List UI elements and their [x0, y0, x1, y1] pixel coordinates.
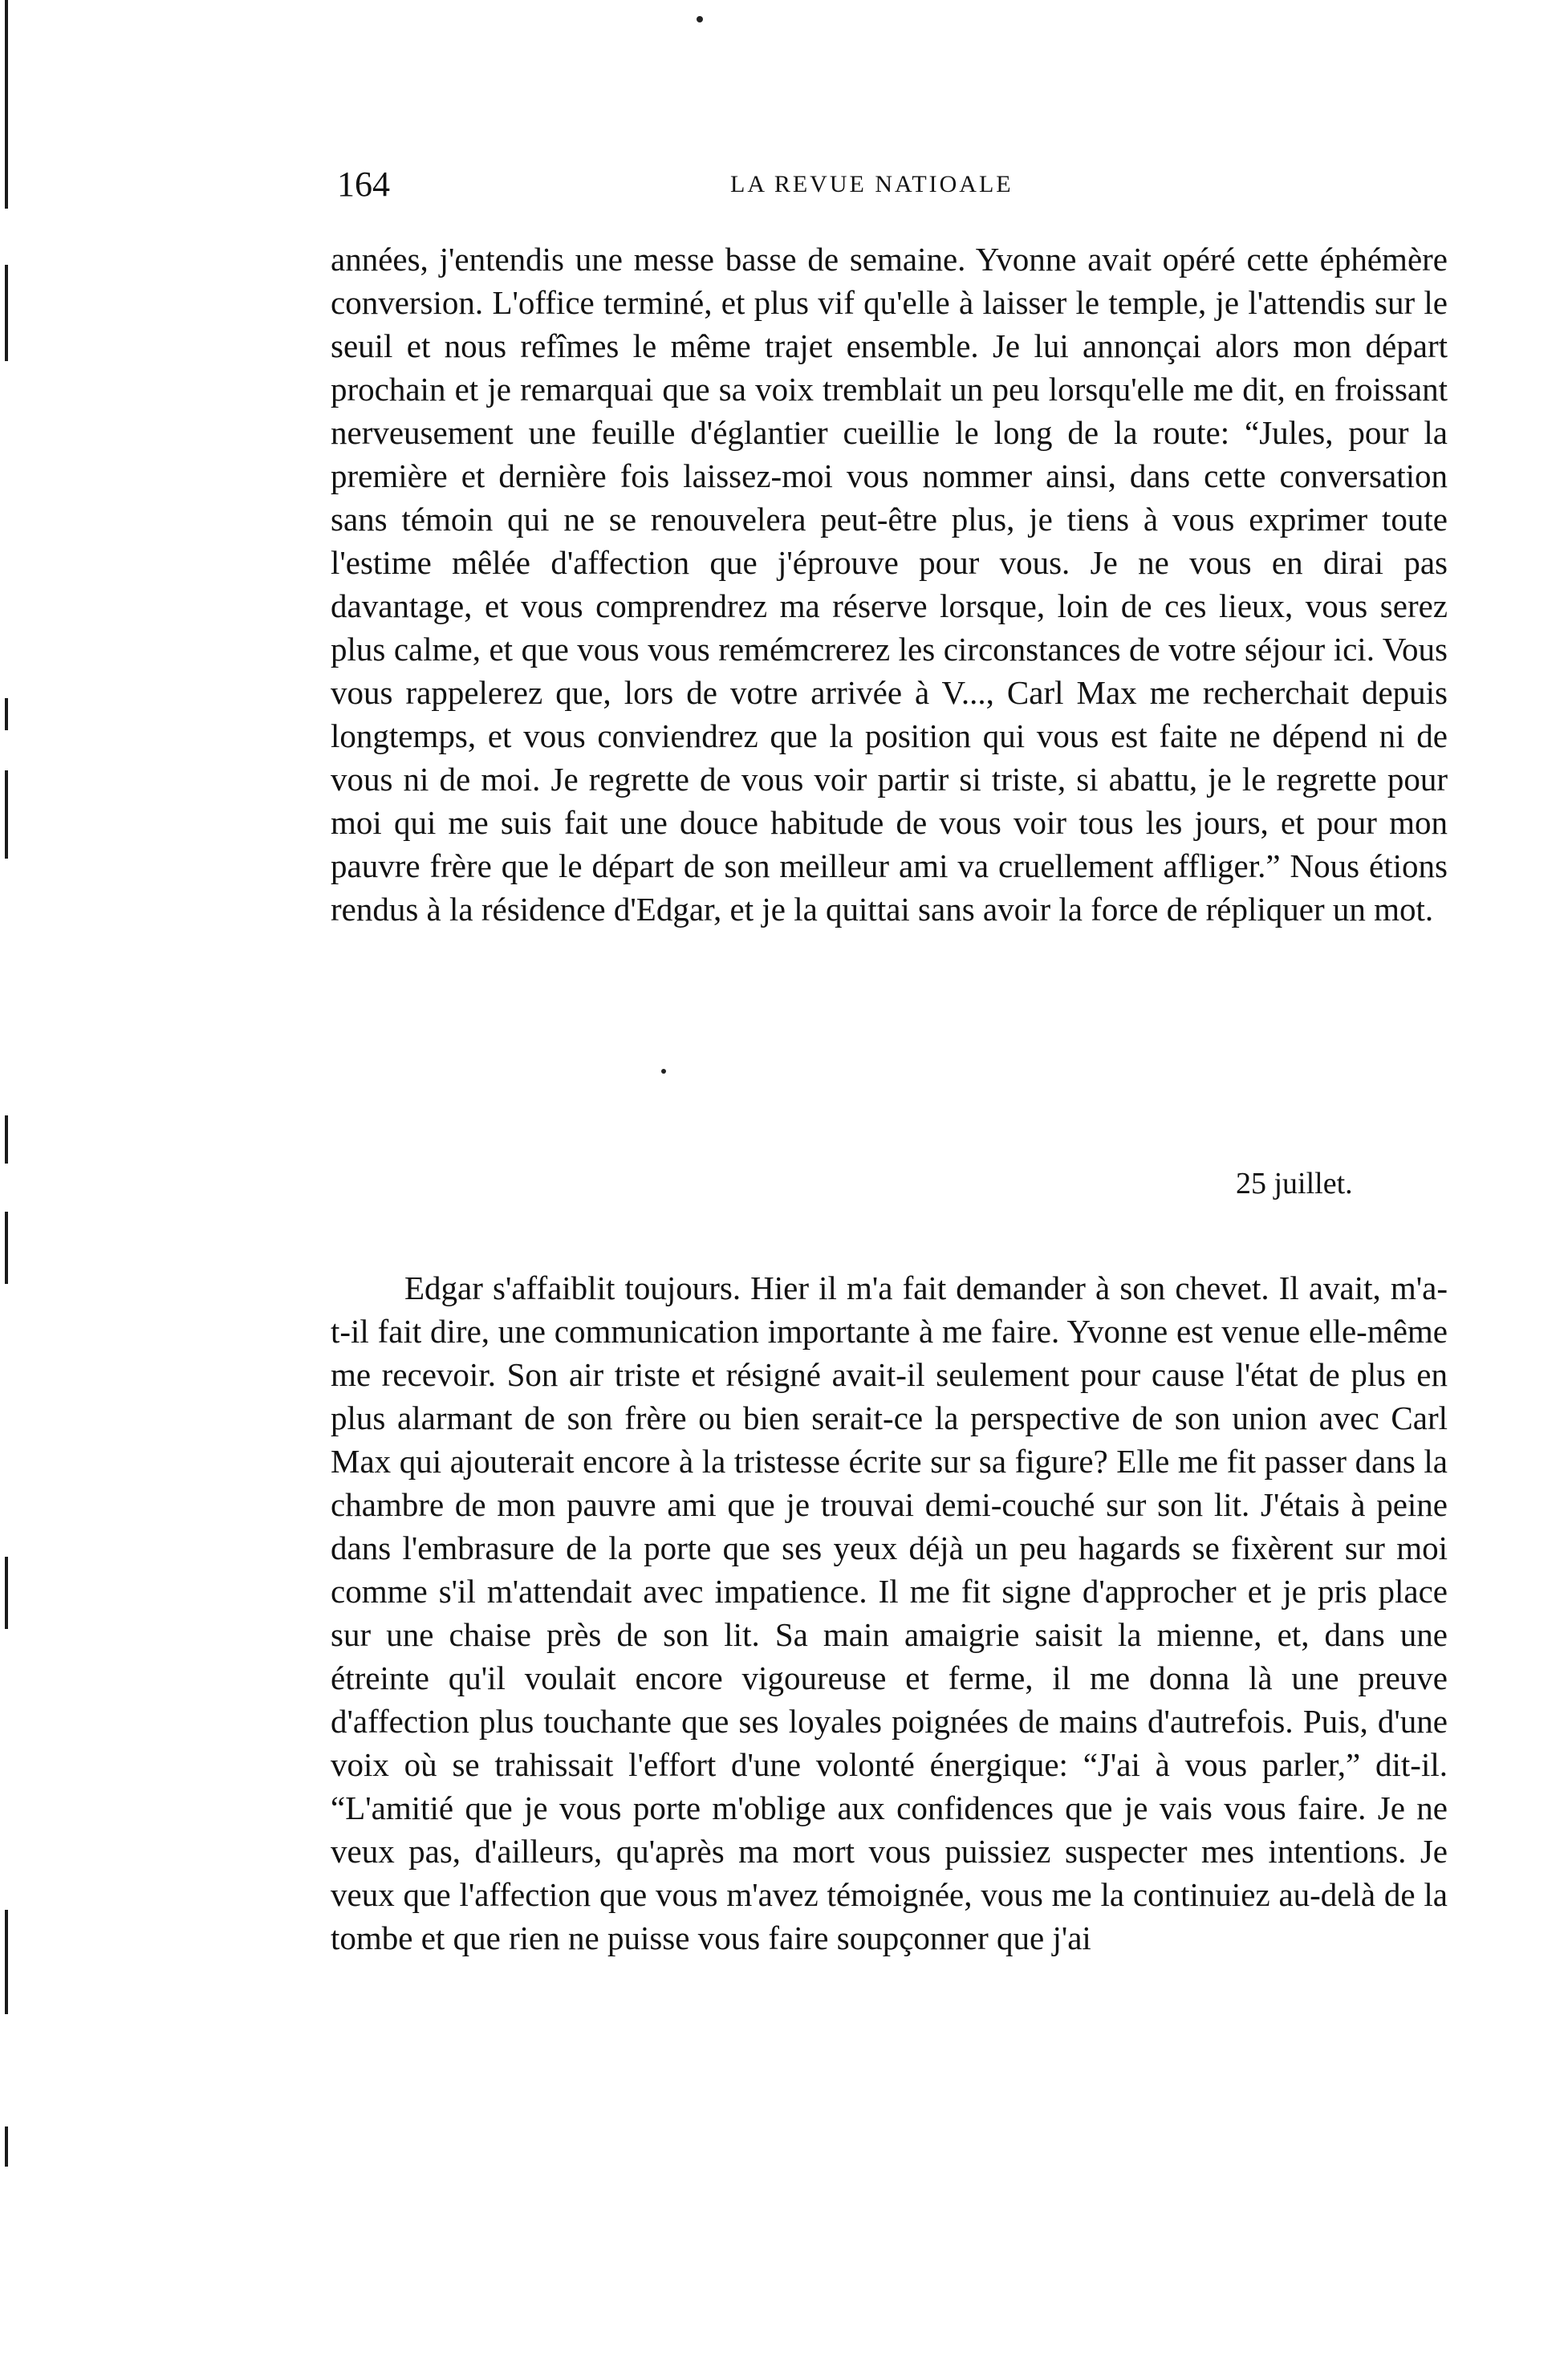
ink-speck — [661, 1069, 666, 1074]
binding-edge-mark — [5, 698, 8, 730]
page-header — [337, 160, 1027, 209]
paragraph-1: années, j'entendis une messe basse de semaine. Yvonne avait opéré cette éphémère conversion. L'office terminé, et plus vif qu'elle à laisser le temple, je l'attendis sur le seuil et nous refîmes le même trajet ensemble. Je lui annonçai alors mon départ prochain et je remarquai que sa voix tremblait un peu lorsqu'elle me dit, en froissant nerveusement une feuille d'églantier cueillie le long de la route: “Jules, pour la première et dernière fois laissez-moi vous nommer ainsi, dans cette conversation sans témoin qui ne se renouvelera peut-être plus, je tiens à vous exprimer toute l'estime mêlée d'affection que j'éprouve pour vous. Je ne vous en dirai pas davantage, et vous comprendrez ma réserve lorsque, loin de ces lieux, vous serez plus calme, et que vous vous remémcrerez les circonstances de votre séjour ici. Vous vous rappelerez que, lors de votre arrivée à V..., Carl Max me recherchait depuis longtemps, et vous conviendrez que la position qui vous est faite ne dépend ni de vous ni de moi. Je regrette de vous voir partir si triste, si abattu, je le regrette pour moi qui me suis fait une douce habitude de vous voir tous les jours, et pour mon pauvre frère que le départ de son meilleur ami va cruellement affliger.” Nous étions rendus à la résidence d'Edgar, et je la quittai sans avoir la force de répliquer un mot. — [331, 241, 1448, 928]
binding-edge-mark — [5, 1557, 8, 1629]
binding-edge-mark — [5, 770, 8, 859]
running-head: LA REVUE NATIOALE — [730, 171, 1014, 197]
binding-edge-mark — [5, 0, 8, 209]
binding-edge-mark — [5, 1910, 8, 2014]
paragraph-2: Edgar s'affaiblit toujours. Hier il m'a fait demander à son chevet. Il avait, m'a-t-il fait dire, une communication importante à me faire. Yvonne est venue elle-même me recevoir. Son air triste et résigné avait-il seulement pour cause l'état de plus en plus alarmant de son frère ou bien serait-ce la perspective de son union avec Carl Max qui ajouterait encore à la tristesse écrite sur sa figure? Elle me fit passer dans la chambre de mon pauvre ami que je trouvai demi-couché sur son lit. J'étais à peine dans l'embrasure de la porte que ses yeux déjà un peu hagards se fixèrent sur moi comme s'il m'attendait avec impatience. Il me fit signe d'approcher et je pris place sur une chaise près de son lit. Sa main amaigrie saisit la mienne, et, dans une étreinte qu'il voulait encore vigoureuse et ferme, il me donna là une preuve d'affection plus touchante que ses loyales poignées de mains d'autrefois. Puis, d'une voix où se trahissait l'effort d'une volonté énergique: “J'ai à vous parler,” dit-il. “L'amitié que je vous porte m'oblige aux confidences que je vais vous faire. Je ne veux pas, d'ailleurs, qu'après ma mort vous puissiez suspecter mes intentions. Je veux que l'affection que vous m'avez témoignée, vous me la continuiez au-delà de la tombe et que rien ne puisse vous faire soupçonner que j'ai — [331, 1269, 1448, 1956]
binding-edge-mark — [5, 1212, 8, 1284]
binding-edge-mark — [5, 2126, 8, 2167]
ink-speck — [697, 16, 703, 22]
binding-edge-mark — [5, 265, 8, 361]
binding-edge-mark — [5, 1115, 8, 1164]
page-number: 164 — [337, 165, 390, 204]
dateline: 25 juillet. — [1236, 1167, 1353, 1200]
